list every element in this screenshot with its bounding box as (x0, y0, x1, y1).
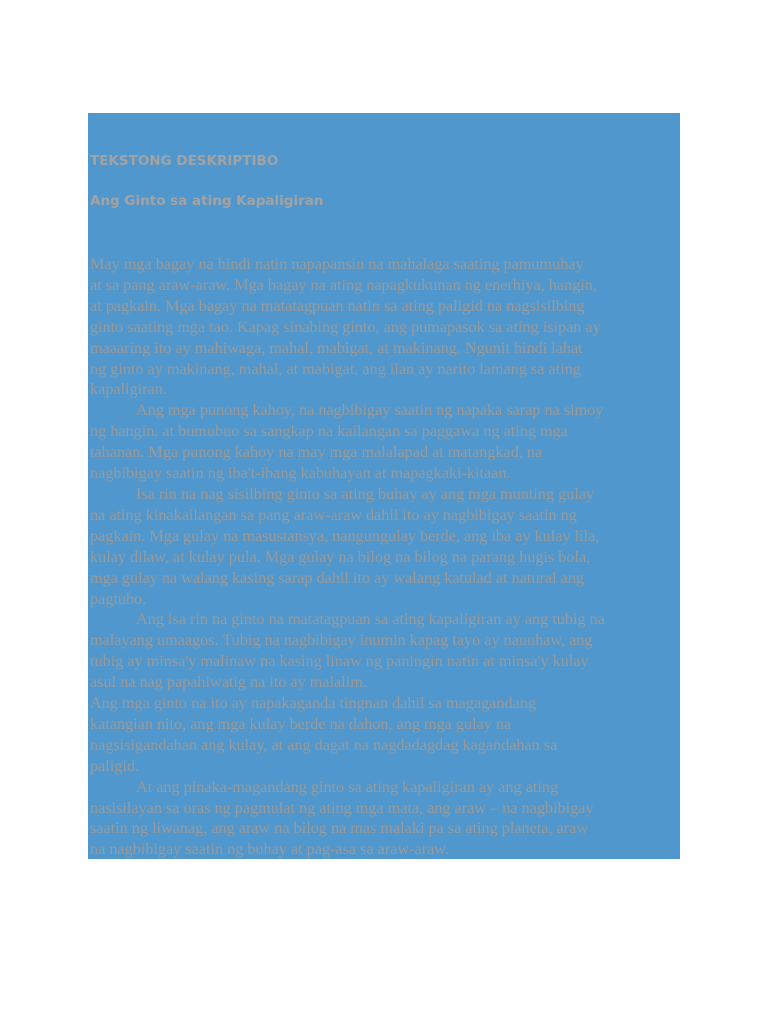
body-line: saatin ng liwanag, ang araw na bilog na mas malaki pa sa ating planeta, araw (90, 819, 589, 838)
body-line: na ating kinakailangan sa pang araw-araw dahil ito ay nagbibigay saatin ng (90, 505, 577, 524)
body-line: kapaligiran. (90, 380, 167, 399)
body-line: Isa rin na nag sisilbing ginto sa ating buhay ay ang mga munting gulay (136, 484, 595, 503)
document-block (88, 113, 680, 859)
body-line: kulay dilaw, at kulay pula. Mga gulay na bilog na bilog na parang hugis bola, (90, 547, 591, 566)
body-line: nagbibigay saatin ng iba't-ibang kabuhayan at mapagkaki-kitaan. (90, 464, 511, 483)
body-line: at pagkain. Mga bagay na matatagpuan natin sa ating paligid na nagsisilbing (90, 296, 585, 315)
body-line: ginto saating mga tao. Kapag sinabing ginto, ang pumapasok sa ating isipan ay (90, 317, 601, 336)
body-line: pagkain. Mga gulay na masustansya, nangungulay berde, ang iba ay kulay lila, (90, 526, 600, 545)
document-subtitle: Ang Ginto sa ating Kapaligiran (90, 193, 324, 209)
body-line: na nagbibigay saatin ng buhay at pag-asa sa araw-araw. (90, 840, 449, 859)
body-line: tubig ay minsa'y malinaw na kasing linaw ng paningin natin at minsa'y kulay (90, 652, 589, 671)
body-line: Ang isa rin na ginto na matatagpuan sa ating kapaligiran ay ang tubig na (136, 610, 605, 629)
body-line: May mga bagay na hindi natin napapansin na mahalaga saating pamumuhay (90, 255, 584, 273)
document-body (90, 254, 678, 859)
body-line: asul na nag papahiwatig na ito ay malalim. (90, 673, 367, 692)
body-line: pagtubo. (90, 589, 147, 608)
body-line: nagsisigandahan ang kulay, at ang dagat na nagdadagdag kagandahan sa (90, 735, 558, 754)
body-line: ng ginto ay makinang, mahal, at mabigat, ang ilan ay narito lamang sa ating (90, 359, 581, 378)
body-line: at sa pang araw-araw. Mga bagay na ating napagkukunan ng enerhiya, hangin, (90, 275, 597, 294)
body-line: Ang mga punong kahoy, na nagbibigay saatin ng napaka sarap na simoy (136, 401, 604, 420)
document-title: TEKSTONG DESKRIPTIBO (90, 153, 279, 169)
body-line: maaaring ito ay mahiwaga, mahal, mabigat, at makinang. Ngunit hindi lahat (90, 338, 583, 357)
body-line: katangian nito, ang mga kulay berde na dahon, ang mga gulay na (90, 714, 512, 733)
body-line: mga gulay na walang kasing sarap dahil ito ay walang katulad at natural ang (90, 568, 585, 587)
body-line: paligid. (90, 756, 140, 775)
body-line: At ang pinaka-magandang ginto sa ating kapaligiran ay ang ating (136, 777, 559, 796)
body-line: nasisilayan sa oras ng pagmulat ng ating mga mata, ang araw – na nagbibigay (90, 798, 594, 817)
body-line: tahanan. Mga punong kahoy na may mga malalapad at matangkad, na (90, 443, 543, 462)
body-line: malayang umaagos. Tubig na nagbibigay inumin kapag tayo ay nauuhaw, ang (90, 631, 593, 650)
body-line: Ang mga ginto na ito ay napakaganda tingnan dahil sa magagandang (90, 694, 536, 713)
body-line: ng hangin, at bumubuo sa sangkap na kailangan sa paggawa ng ating mga (90, 422, 568, 441)
